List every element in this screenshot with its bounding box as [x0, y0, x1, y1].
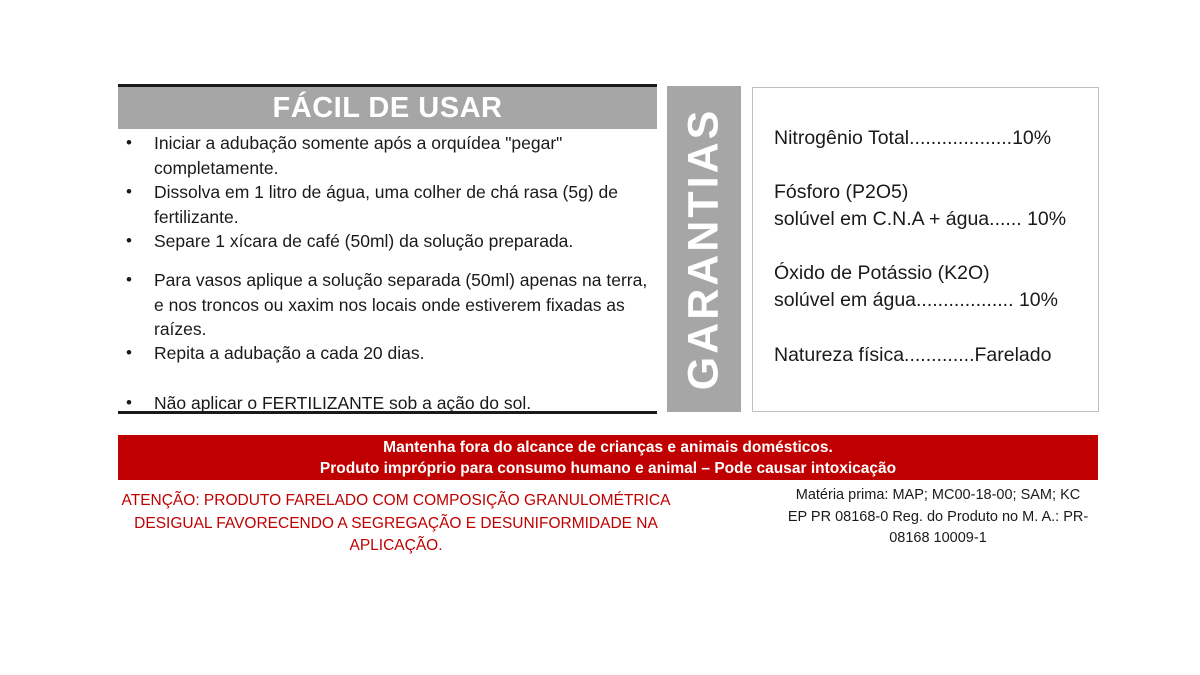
registration-line: 08168 10009-1 [889, 530, 987, 546]
garantia-phosphorus: Fósforo (P2O5) [774, 181, 909, 203]
warning-line: Produto impróprio para consumo humano e animal – Pode causar intoxicação [319, 460, 897, 477]
garantia-potassium: Óxido de Potássio (K2O) [774, 262, 990, 284]
garantia-nitrogen: Nitrogênio Total...................10% [774, 127, 1052, 149]
usage-item: • Separe 1 xícara de café (50ml) da solução preparada. [118, 229, 657, 254]
attention-line: DESIGUAL FAVORECENDO A SEGREGAÇÃO E DESUNIFORMIDADE NA [134, 514, 658, 532]
garantia-potassium-value: solúvel em água.................. 10% [774, 289, 1058, 311]
warning-bar [118, 435, 1098, 480]
garantias-box [752, 87, 1099, 412]
garantias-tab [667, 86, 741, 412]
garantia-phosphorus-value: solúvel em C.N.A + água...... 10% [774, 208, 1067, 230]
registration-line: EP PR 08168-0 Reg. do Produto no M. A.: PR- [787, 508, 1089, 525]
warning-line: Mantenha fora do alcance de crianças e animais domésticos. [383, 439, 833, 456]
usage-item: • Dissolva em 1 litro de água, uma colher de chá rasa (5g) de fertilizante. [118, 180, 657, 229]
usage-section [118, 84, 657, 414]
raw-material-line: Matéria prima: MAP; MC00-18-00; SAM; KC [795, 487, 1081, 503]
garantia-physical-nature: Natureza física.............Farelado [774, 344, 1052, 366]
attention-text [118, 490, 674, 558]
garantias-label: GARANTIAS [679, 107, 728, 391]
usage-title: FÁCIL DE USAR [118, 87, 657, 129]
usage-item: • Não aplicar o FERTILIZANTE sob a ação do sol. [118, 391, 657, 416]
attention-line: APLICAÇÃO. [349, 537, 443, 554]
usage-item: • Para vasos aplique a solução separada (50ml) apenas na terra, e nos troncos ou xaxim nos locais onde estiverem fixadas as raízes. [118, 268, 657, 342]
usage-item: • Repita a adubação a cada 20 dias. [118, 341, 657, 366]
usage-item: • Iniciar a adubação somente após a orquídea "pegar" completamente. [118, 131, 657, 180]
attention-line: ATENÇÃO: PRODUTO FARELADO COM COMPOSIÇÃO GRANULOMÉTRICA [121, 492, 671, 509]
raw-material-info [768, 485, 1108, 550]
